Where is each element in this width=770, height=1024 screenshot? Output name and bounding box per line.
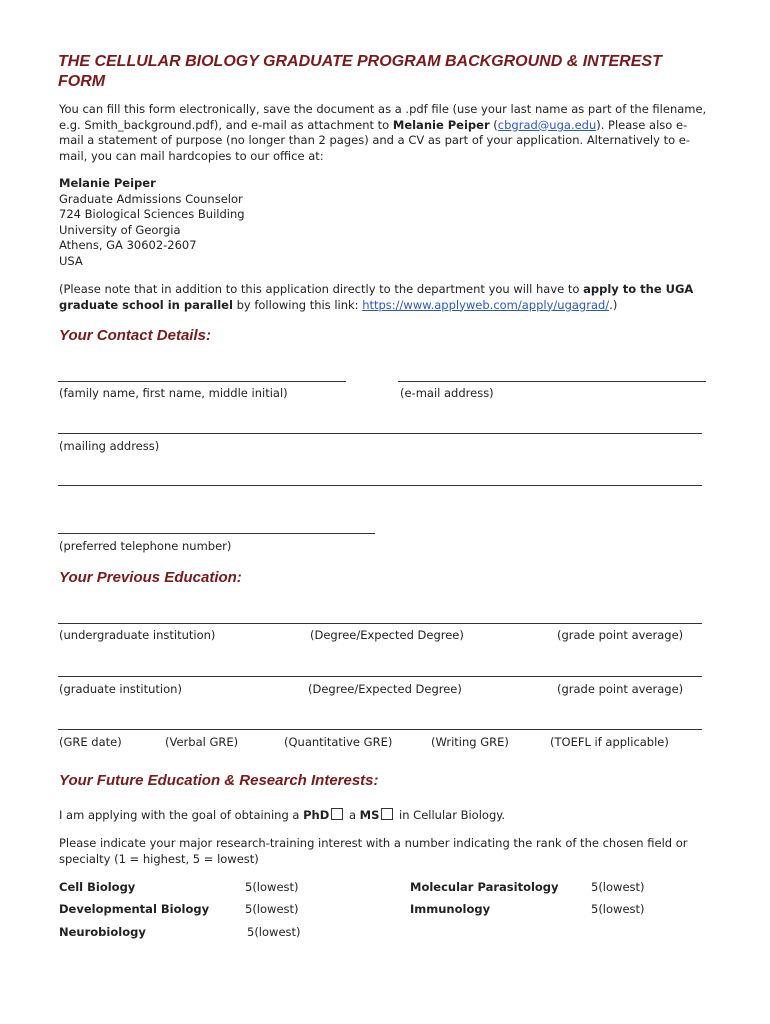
email-field[interactable]: [398, 381, 706, 382]
grad-institution-label: (graduate institution): [59, 682, 182, 696]
toefl-label: (TOEFL if applicable): [550, 735, 669, 749]
goal-suffix: in Cellular Biology.: [395, 808, 506, 822]
grad-degree-label: (Degree/Expected Degree): [308, 682, 462, 696]
rank-cell-biology[interactable]: 5(lowest): [245, 880, 299, 894]
goal-text: I am applying with the goal of obtaining a: [59, 808, 304, 822]
name-field[interactable]: [58, 381, 346, 382]
rank-neurobiology[interactable]: 5(lowest): [247, 925, 301, 939]
mailing-address-block: [59, 176, 245, 269]
undergrad-institution-label: (undergraduate institution): [59, 628, 216, 642]
intro-text: You can fill this form electronically, save the document as a .pdf file (use your last name as part of the filename, e.g. Smith_background.pdf), and e-mail as attachment to: [59, 102, 707, 132]
grad-field[interactable]: [58, 676, 702, 677]
field-immunology: Immunology: [410, 902, 491, 916]
goal-a-text: a: [345, 808, 360, 822]
address-line: 724 Biological Sciences Building: [59, 207, 245, 221]
intro-paragraph: [59, 102, 709, 164]
form-title: THE CELLULAR BIOLOGY GRADUATE PROGRAM BACKGROUND & INTEREST FORM: [58, 53, 662, 90]
gre-date-label: (GRE date): [59, 735, 122, 749]
address-line: USA: [59, 253, 83, 268]
mailing-label: (mailing address): [59, 439, 160, 453]
degree-goal-line: [59, 808, 505, 822]
address-line: Athens, GA 30602-2607: [59, 238, 197, 252]
address-name: Melanie Peiper: [59, 176, 156, 190]
note-text-2: by following this link:: [232, 297, 363, 312]
email-label: (e-mail address): [400, 386, 494, 400]
rank-developmental-biology[interactable]: 5(lowest): [245, 902, 299, 916]
gre-writing-label: (Writing GRE): [431, 735, 509, 749]
ms-label: MS: [359, 808, 380, 822]
rank-immunology[interactable]: 5(lowest): [591, 902, 645, 916]
phone-field[interactable]: [58, 533, 375, 534]
address-line: Graduate Admissions Counselor: [59, 191, 243, 206]
education-heading: Your Previous Education:: [59, 569, 242, 586]
contact-name: Melanie Peiper: [392, 117, 490, 132]
undergrad-field[interactable]: [58, 623, 702, 624]
note-text: (Please note that in addition to this application directly to the department you will have to: [59, 282, 584, 296]
grad-gpa-label: (grade point average): [557, 682, 684, 696]
future-heading: Your Future Education & Research Interests:: [59, 772, 379, 789]
note-text-3: .): [609, 297, 618, 312]
field-neurobiology: Neurobiology: [59, 925, 146, 939]
gre-field[interactable]: [58, 729, 702, 730]
field-cell-biology: Cell Biology: [59, 880, 136, 894]
field-molecular-parasitology: Molecular Parasitology: [410, 880, 559, 894]
mailing-address-field[interactable]: [58, 433, 702, 434]
gre-verbal-label: (Verbal GRE): [165, 735, 239, 749]
email-link[interactable]: cbgrad@uga.edu: [497, 117, 597, 132]
phd-label: PhD: [303, 808, 330, 822]
ms-checkbox[interactable]: [381, 808, 393, 820]
gre-quant-label: (Quantitative GRE): [284, 735, 393, 749]
mailing-address-field-2[interactable]: [58, 485, 702, 486]
field-developmental-biology: Developmental Biology: [59, 902, 210, 916]
undergrad-gpa-label: (grade point average): [557, 628, 684, 642]
phone-label: (preferred telephone number): [59, 539, 232, 553]
name-label: (family name, first name, middle initial): [59, 386, 288, 400]
applyweb-link[interactable]: https://www.applyweb.com/apply/ugagrad/: [362, 297, 610, 312]
intro-paren: (: [489, 117, 498, 132]
phd-checkbox[interactable]: [331, 808, 343, 820]
contact-heading: Your Contact Details:: [59, 327, 211, 344]
note-paragraph: [59, 282, 709, 313]
rank-molecular-parasitology[interactable]: 5(lowest): [591, 880, 645, 894]
rank-instruction: Please indicate your major research-training interest with a number indicating the rank of the chosen field or specialty (1 = highest, 5 = lowest): [59, 836, 688, 866]
address-line: University of Georgia: [59, 222, 181, 237]
intro-text-2: ). Please also e-mail a statement of purpose (no longer than 2 pages) and a CV as part of your application. Alternatively to e-mail, you can mail hardcopies to our office at:: [59, 117, 690, 163]
undergrad-degree-label: (Degree/Expected Degree): [310, 628, 464, 642]
note-bold: apply to the UGA graduate school in parallel: [59, 282, 694, 312]
